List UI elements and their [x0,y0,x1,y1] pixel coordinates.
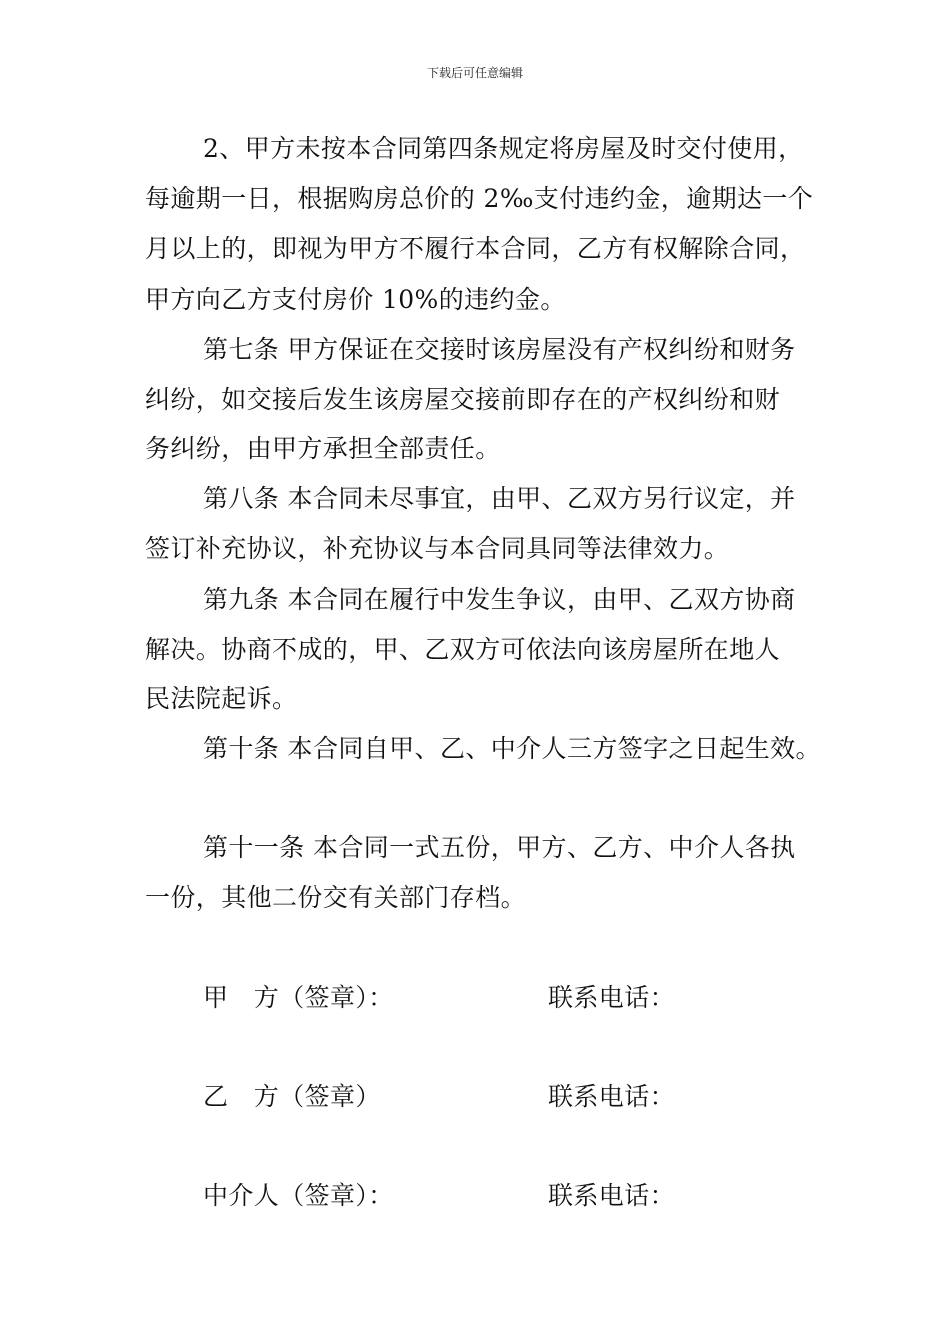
intermediary-signature-label: 中介人（签章）： [203,1181,394,1210]
paragraph-line: 月以上的，即视为甲方不履行本合同，乙方有权解除合同， [145,234,806,263]
paragraph-line: 第八条 本合同未尽事宜，由甲、乙双方另行议定，并 [203,484,796,513]
paragraph-line: 民法院起诉。 [145,684,298,713]
paragraph-line: 第十一条 本合同一式五份，甲方、乙方、中介人各执 [203,833,796,862]
paragraph-line: 甲方向乙方支付房价 10%的违约金。 [145,285,566,314]
paragraph-line: 解决。协商不成的，甲、乙双方可依法向该房屋所在地人 [145,635,781,664]
paragraph-line: 第九条 本合同在履行中发生争议，由甲、乙双方协商 [203,585,796,614]
party-b-phone-label: 联系电话： [548,1082,676,1111]
paragraph-line: 签订补充协议，补充协议与本合同具同等法律效力。 [145,534,730,563]
party-a-phone-label: 联系电话： [548,983,676,1012]
paragraph-line: 2、甲方未按本合同第四条规定将房屋及时交付使用， [203,134,804,163]
paragraph-line: 一份，其他二份交有关部门存档。 [145,883,527,912]
party-a-signature-label: 甲 方（签章）： [203,983,394,1012]
paragraph-line: 务纠纷，由甲方承担全部责任。 [145,434,501,463]
intermediary-phone-label: 联系电话： [548,1181,676,1210]
page-header: 下载后可任意编辑 [426,66,523,80]
paragraph-line: 第十条 本合同自甲、乙、中介人三方签字之日起生效。 [203,734,821,763]
party-b-signature-label: 乙 方（签章） [203,1082,381,1111]
paragraph-line: 每逾期一日，根据购房总价的 2‰支付违约金，逾期达一个 [145,184,814,213]
paragraph-line: 第七条 甲方保证在交接时该房屋没有产权纠纷和财务 [203,335,796,364]
paragraph-line: 纠纷，如交接后发生该房屋交接前即存在的产权纠纷和财 [145,385,781,414]
